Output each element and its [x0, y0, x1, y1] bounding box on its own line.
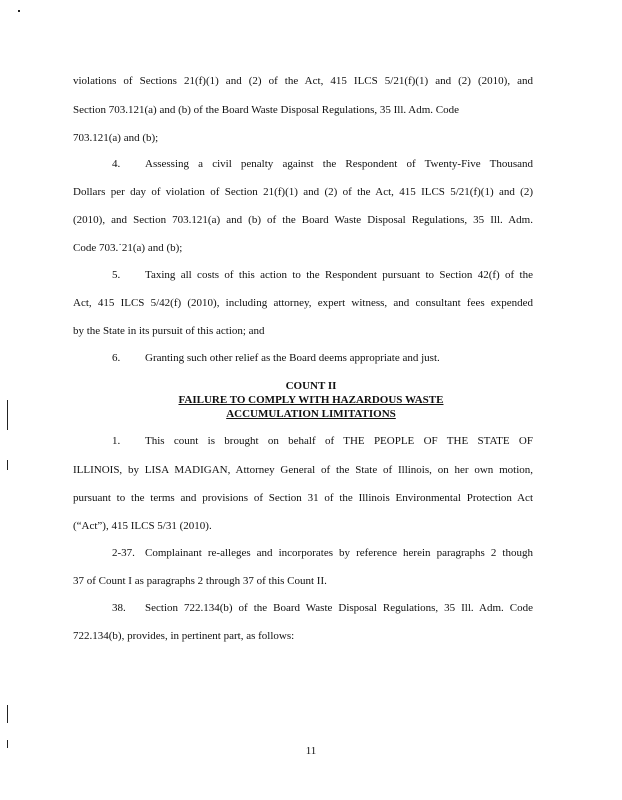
text-line: This count is brought on behalf of THE PEOPLE OF THE STATE OF — [145, 435, 533, 447]
text-line: Act, 415 ILCS 5/42(f) (2010), including attorney, expert witness, and consultant fees expended — [73, 297, 533, 309]
text-line: Assessing a civil penalty against the Respondent of Twenty-Five Thousand — [145, 158, 533, 170]
text-line: ILLINOIS, by LISA MADIGAN, Attorney General of the State of Illinois, on her own motion, — [73, 464, 533, 476]
text-line: Section 722.134(b) of the Board Waste Disposal Regulations, 35 Ill. Adm. Code — [145, 602, 533, 614]
text-line: (2010), and Section 703.121(a) and (b) of the Board Waste Disposal Regulations, 35 Ill. Adm. — [73, 214, 533, 226]
text-line: 703.121(a) and (b); — [73, 132, 159, 144]
count-subtitle-text: FAILURE TO COMPLY WITH HAZARDOUS WASTE — [178, 394, 444, 406]
count-subtitle-text: ACCUMULATION LIMITATIONS — [226, 408, 396, 420]
paragraph-number: 38. — [112, 602, 126, 614]
text-line: Dollars per day of violation of Section 21(f)(1) and (2) of the Act, 415 ILCS 5/21(f)(1) and (2) — [73, 186, 533, 198]
text-line: (“Act”), 415 ILCS 5/31 (2010). — [73, 520, 212, 532]
paragraph-number: 5. — [112, 269, 121, 281]
paragraph-number: 2-37. — [112, 547, 135, 559]
text-line: by the State in its pursuit of this action; and — [73, 325, 265, 337]
paragraph-number: 6. — [112, 352, 121, 364]
text-line: Taxing all costs of this action to the Respondent pursuant to Section 42(f) of the — [145, 269, 533, 281]
count-title: COUNT II — [285, 380, 337, 392]
text-line: Granting such other relief as the Board deems appropriate and just. — [145, 352, 440, 364]
scan-mark — [7, 705, 8, 723]
text-line: Section 703.121(a) and (b) of the Board Waste Disposal Regulations, 35 Ill. Adm. Code — [73, 104, 459, 116]
page-number: 11 — [305, 745, 317, 757]
text-line: Code 703.˙21(a) and (b); — [73, 242, 183, 254]
text-line: Complainant re-alleges and incorporates by reference herein paragraphs 2 though — [145, 547, 533, 559]
text-line: 37 of Count I as paragraphs 2 through 37 of this Count II. — [73, 575, 327, 587]
text-line: pursuant to the terms and provisions of Section 31 of the Illinois Environmental Protection Act — [73, 492, 533, 504]
paragraph-number: 1. — [112, 435, 121, 447]
paragraph-number: 4. — [112, 158, 121, 170]
scan-mark — [7, 740, 8, 748]
text-line: 722.134(b), provides, in pertinent part, as follows: — [73, 630, 295, 642]
scan-mark — [18, 10, 20, 12]
count-subtitle-line-1 — [0, 395, 622, 406]
scan-mark — [7, 400, 8, 430]
text-line: violations of Sections 21(f)(1) and (2) of the Act, 415 ILCS 5/21(f)(1) and (2) (2010), and — [73, 75, 533, 87]
count-subtitle-line-2 — [0, 409, 622, 420]
scan-mark — [7, 460, 8, 470]
